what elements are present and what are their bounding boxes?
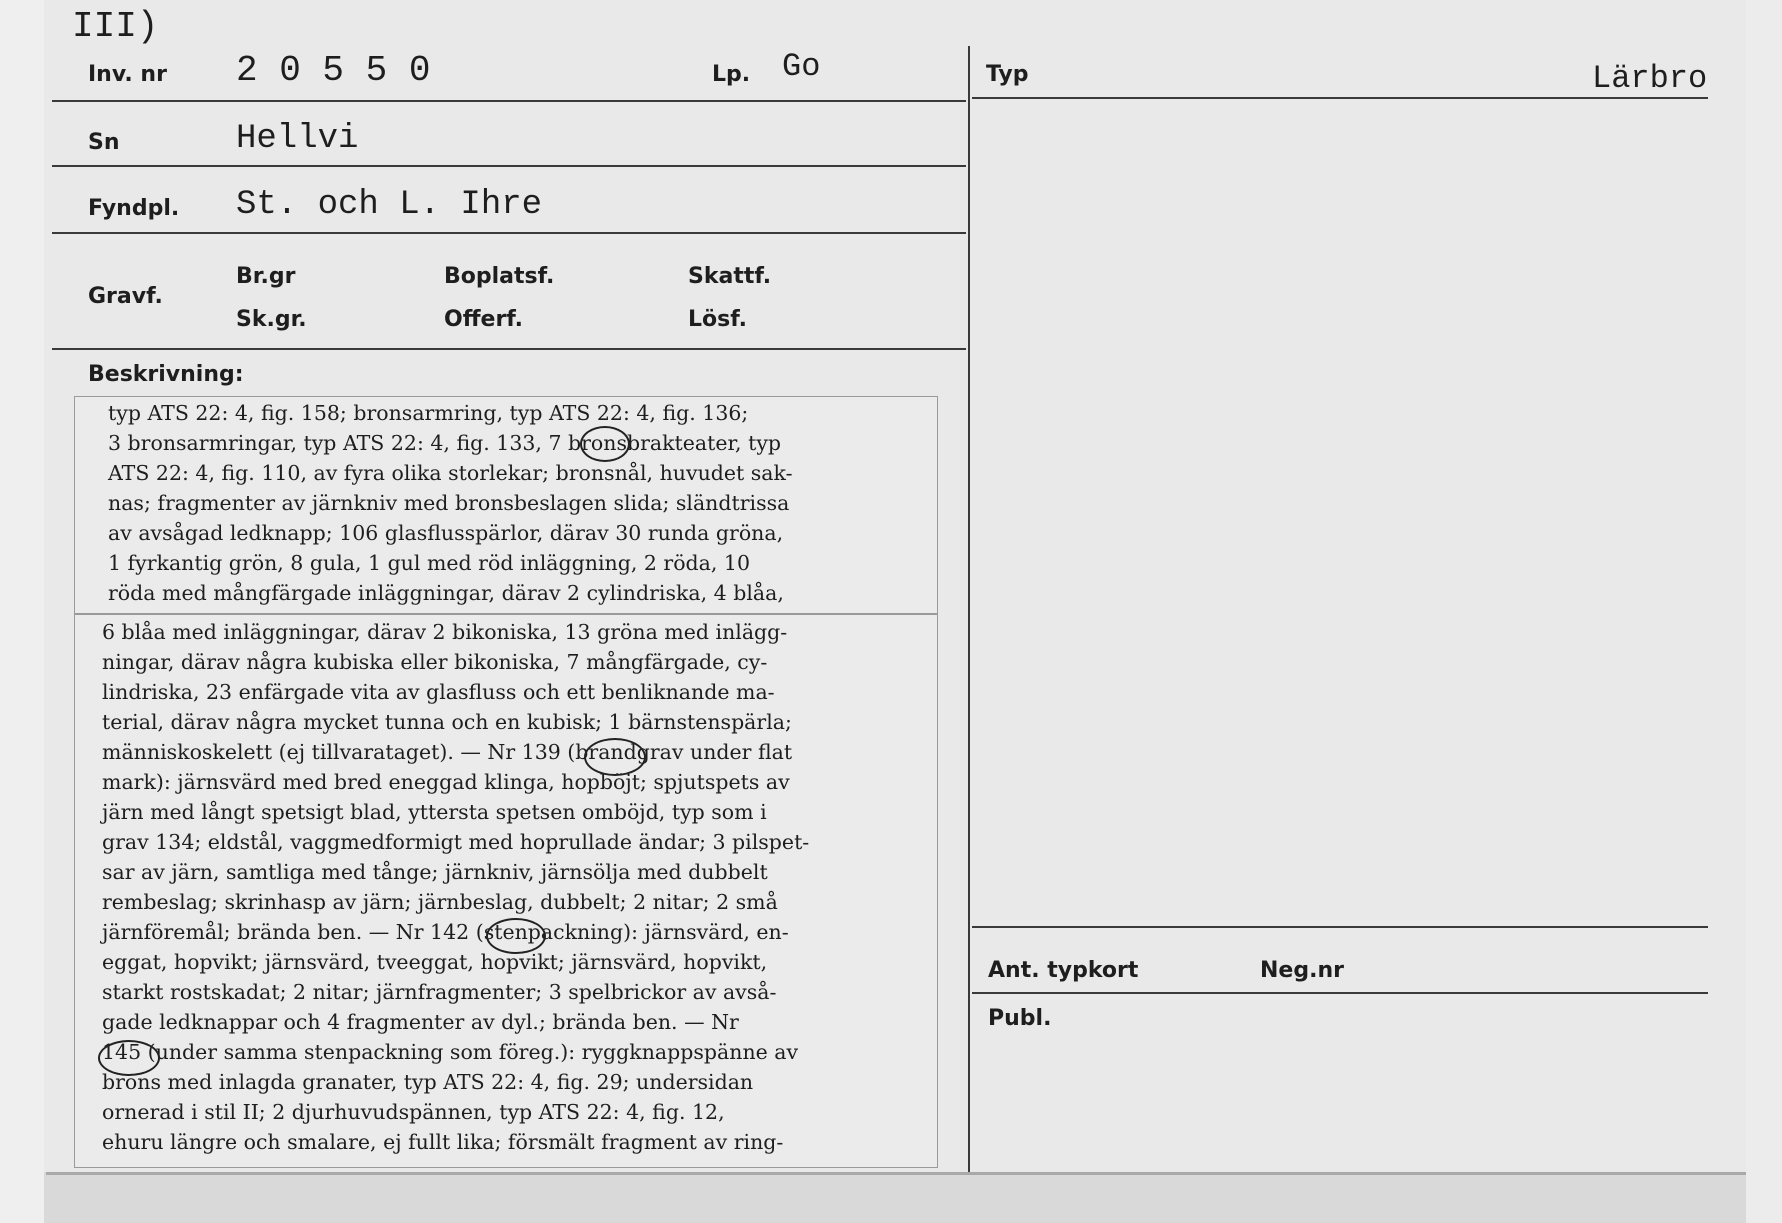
scan-margin-left	[0, 0, 44, 1223]
lp-label: Lp.	[712, 62, 751, 87]
description-line: människoskelett (ej tillvarataget). — Nr 139 (brandgrav under flat	[102, 740, 793, 764]
grave-number-circle	[580, 426, 630, 462]
skattf-label: Skattf.	[688, 264, 772, 289]
losf-label: Lösf.	[688, 307, 747, 332]
description-line: ehuru längre och smalare, ej fullt lika; försmält fragment av ring-	[102, 1130, 784, 1154]
skgr-label: Sk.gr.	[236, 307, 307, 332]
description-line: 145 (under samma stenpackning som föreg.): ryggknappspänne av	[102, 1040, 799, 1064]
beskrivning-label: Beskrivning:	[88, 362, 244, 387]
sn-label: Sn	[88, 130, 120, 155]
description-line: ATS 22: 4, fig. 110, av fyra olika storlekar; bronsnål, huvudet sak-	[108, 461, 793, 485]
inv-nr-value: 2 0 5 5 0	[236, 50, 431, 91]
brgr-label: Br.gr	[236, 264, 296, 289]
description-line: ornerad i stil II; 2 djurhuvudspännen, typ ATS 22: 4, fig. 12,	[102, 1100, 725, 1124]
description-line: eggat, hopvikt; järnsvärd, tveeggat, hopvikt; järnsvärd, hopvikt,	[102, 950, 768, 974]
description-line: ningar, därav några kubiska eller bikoniska, 7 mångfärgade, cy-	[102, 650, 768, 674]
description-line: sar av järn, samtliga med tånge; järnkniv, järnsölja med dubbelt	[102, 860, 768, 884]
description-line: mark): järnsvärd med bred eneggad klinga, hopböjt; spjutspets av	[102, 770, 790, 794]
gravf-label: Gravf.	[88, 284, 163, 309]
section-number: III)	[72, 6, 159, 47]
inv-nr-label: Inv. nr	[88, 62, 167, 87]
description-line: brons med inlagda granater, typ ATS 22: 4, fig. 29; undersidan	[102, 1070, 754, 1094]
publ-label: Publ.	[988, 1006, 1052, 1031]
description-part1	[108, 398, 793, 608]
typ-value: Lärbro	[1592, 60, 1708, 97]
boplatsf-label: Boplatsf.	[444, 264, 555, 289]
description-line: av avsågad ledknapp; 106 glasflusspärlor, därav 30 runda gröna,	[108, 521, 784, 545]
vertical-divider	[968, 46, 970, 1172]
description-line: röda med mångfärgade inläggningar, därav 2 cylindriska, 4 blåa,	[108, 581, 784, 605]
divider	[52, 232, 966, 234]
divider	[972, 926, 1708, 928]
description-line: lindriska, 23 enfärgade vita av glasfluss och ett benliknande ma-	[102, 680, 775, 704]
divider	[52, 348, 966, 350]
grave-number-circle	[98, 1040, 160, 1076]
divider	[52, 165, 966, 167]
description-line: 3 bronsarmringar, typ ATS 22: 4, fig. 133, 7 bronsbrakteater, typ	[108, 431, 782, 455]
divider	[972, 992, 1708, 994]
description-line: grav 134; eldstål, vaggmedformigt med hoprullade ändar; 3 pilspet-	[102, 830, 810, 854]
grave-number-circle	[584, 738, 646, 776]
description-line: järn med långt spetsigt blad, yttersta spetsen omböjd, typ som i	[102, 800, 767, 824]
sn-value: Hellvi	[236, 120, 359, 158]
scan-margin-right	[1746, 0, 1782, 1223]
grave-number-circle	[486, 918, 546, 954]
description-line: 6 blåa med inläggningar, därav 2 bikoniska, 13 gröna med inlägg-	[102, 620, 788, 644]
description-line: 1 fyrkantig grön, 8 gula, 1 gul med röd inläggning, 2 röda, 10	[108, 551, 751, 575]
description-line: typ ATS 22: 4, fig. 158; bronsarmring, typ ATS 22: 4, fig. 136;	[108, 401, 749, 425]
fyndpl-value: St. och L. Ihre	[236, 186, 543, 224]
description-line: nas; fragmenter av järnkniv med bronsbeslagen slida; sländtrissa	[108, 491, 790, 515]
lp-value: Go	[782, 48, 821, 85]
ant-typkort-label: Ant. typkort	[988, 958, 1139, 983]
negnr-label: Neg.nr	[1260, 958, 1344, 983]
description-line: rembeslag; skrinhasp av järn; järnbeslag, dubbelt; 2 nitar; 2 små	[102, 890, 778, 914]
typ-label: Typ	[986, 62, 1029, 87]
divider	[972, 97, 1708, 99]
description-line: gade ledknappar och 4 fragmenter av dyl.; brända ben. — Nr	[102, 1010, 739, 1034]
offerf-label: Offerf.	[444, 307, 524, 332]
description-line: starkt rostskadat; 2 nitar; järnfragmenter; 3 spelbrickor av avså-	[102, 980, 777, 1004]
fyndpl-label: Fyndpl.	[88, 196, 180, 221]
description-line: terial, därav några mycket tunna och en kubisk; 1 bärnstenspärla;	[102, 710, 792, 734]
description-line: järnföremål; brända ben. — Nr 142 (stenpackning): järnsvärd, en-	[102, 920, 789, 944]
divider	[52, 100, 966, 102]
description-part2	[102, 617, 809, 1157]
